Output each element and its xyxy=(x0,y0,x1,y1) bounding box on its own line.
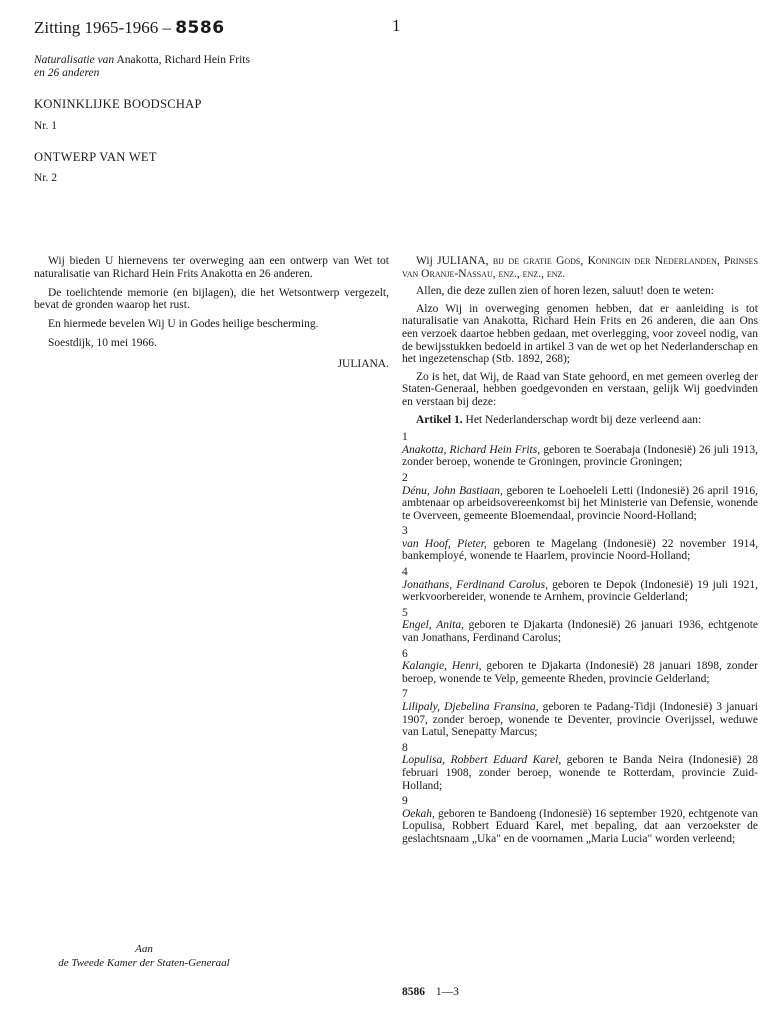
subject-italic: Naturalisatie van xyxy=(34,54,115,66)
list-item xyxy=(402,742,758,792)
addressee xyxy=(34,942,254,970)
message-date: Soestdijk, 10 mei 1966. xyxy=(48,336,157,349)
entry-text xyxy=(402,808,758,846)
entry-number: 6 xyxy=(402,647,408,660)
entry-number: 5 xyxy=(402,606,408,619)
entry-details: geboren te Djakarta (Indonesië) 28 januari 1898, zonder beroep, wonende te Velp, gemeente Rheden, provincie Gelderland; xyxy=(402,660,758,685)
entry-name: Lopulisa, Robbert Eduard Karel, xyxy=(402,754,562,767)
list-item xyxy=(402,431,758,469)
preamble-lead: Wij JULIANA, xyxy=(416,255,489,267)
entry-name: Anakotta, Richard Hein Frits, xyxy=(402,443,541,456)
footer xyxy=(402,986,459,998)
entry-number: 3 xyxy=(402,525,408,538)
list-item xyxy=(402,795,758,845)
section-title-boodschap: KONINKLIJKE BOODSCHAP xyxy=(34,97,202,111)
entry-text xyxy=(402,485,758,523)
list-item xyxy=(402,472,758,522)
entry-name: Dénu, John Bastiaan, xyxy=(402,484,503,497)
entry-name: Jonathans, Ferdinand Carolus, xyxy=(402,578,549,591)
entry-details: geboren te Magelang (Indonesië) 22 november 1914, bankemployé, wonende te Haarlem, provincie Noord-Holland; xyxy=(402,537,758,563)
section-title-wet: ONTWERP VAN WET xyxy=(34,150,157,164)
entry-text xyxy=(402,754,758,792)
entry-number: 9 xyxy=(402,795,408,808)
entry-details: geboren te Loehoeleli Letti (Indonesië) 26 april 1916, ambtenaar op arbeidsovereenkomst bij het Ministerie van Defensie, wonende te Overveen, gemeente Bloemendaal, provincie Noord-Holland; xyxy=(402,484,759,522)
entry-name: van Hoof, Pieter, xyxy=(402,537,487,550)
section-nr-boodschap: Nr. 1 xyxy=(34,120,57,132)
list-item xyxy=(402,688,758,738)
entry-number: 8 xyxy=(402,741,408,754)
subject-block xyxy=(34,54,364,80)
draft-law xyxy=(402,255,758,849)
page-number: 1 xyxy=(392,16,401,35)
entry-name: Lilipaly, Djebelina Fransina, xyxy=(402,701,539,713)
entry-text xyxy=(402,444,758,469)
entry-number: 1 xyxy=(402,431,408,444)
entry-text xyxy=(402,538,758,563)
royal-message xyxy=(34,255,389,371)
entry-details: geboren te Depok (Indonesië) 19 juli 1921, werkvoorbereider, wonende te Arnhem, provincie Gelderland; xyxy=(402,578,758,604)
article-1 xyxy=(402,414,758,427)
article-label: Artikel 1. xyxy=(416,413,463,426)
bill-preamble xyxy=(402,255,758,280)
subject-name: Anakotta, Richard Hein Frits xyxy=(116,54,250,66)
message-signer: JULIANA. xyxy=(337,357,389,370)
entry-text xyxy=(402,619,758,644)
entry-details: geboren te Bandoeng (Indonesië) 16 september 1920, echtgenote van Lopulisa, Robbert Eduard Karel, met bepaling, dat aan verzoekster de geslachtsnaam „Uka" en de voornamen „Maria Lucia" worden verleend; xyxy=(402,807,758,845)
footer-pages: 1—3 xyxy=(435,986,459,998)
preamble-rest: bij de gratie Gods, Koningin der Nederlanden, Prinses van Oranje-Nassau, enz., enz., enz. xyxy=(402,255,758,280)
message-paragraph-3: En hiermede bevelen Wij U in Godes heilige bescherming. xyxy=(48,318,319,331)
entry-text xyxy=(402,701,758,739)
list-item xyxy=(402,525,758,563)
entry-number: 4 xyxy=(402,566,408,579)
entry-details: geboren te Djakarta (Indonesië) 26 januari 1936, echtgenote van Jonathans, Ferdinand Carolus; xyxy=(402,619,758,645)
footer-number: 8586 xyxy=(402,986,425,998)
message-paragraph-2: De toelichtende memorie (en bijlagen), die het Wetsontwerp vergezelt, bevat de gronden waarop het rust. xyxy=(34,286,389,312)
bill-greeting: Allen, die deze zullen zien of horen lezen, saluut! doen te weten: xyxy=(416,285,714,298)
section-nr-wet: Nr. 2 xyxy=(34,172,57,184)
list-item xyxy=(402,566,758,604)
subject-others: en 26 anderen xyxy=(34,67,100,79)
bill-enactment: Zo is het, dat Wij, de Raad van State gehoord, en met gemeen overleg der Staten-Generaal, hebben goedgevonden en verstaan, gelijk Wij goedvinden en verstaan bij deze: xyxy=(402,370,758,408)
entry-name: Engel, Anita, xyxy=(402,619,464,632)
entry-number: 2 xyxy=(402,471,408,484)
entry-details: geboren te Soerabaja (Indonesië) 26 juli 1913, zonder beroep, wonende te Groningen, provincie Groningen; xyxy=(402,443,758,469)
entry-text xyxy=(402,660,758,685)
list-item xyxy=(402,607,758,645)
bill-consideration: Alzo Wij in overweging genomen hebben, dat er aanleiding is tot naturalisatie van Anakotta, Richard Hein Frits en 26 anderen, die aan Ons een verzoek daartoe hebben gedaan, met overlegging, voor zoveel nodig, van de bewijsstukken bedoeld in artikel 3 van de wet op het Nederlanderschap en het ingezetenschap (Stb. 1892, 268); xyxy=(402,302,758,366)
entry-text xyxy=(402,579,758,604)
entry-number: 7 xyxy=(402,688,408,701)
session-label: Zitting 1965-1966 – xyxy=(34,18,171,37)
entry-details: geboren te Banda Neira (Indonesië) 28 februari 1908, zonder beroep, wonende te Rotterdam, provincie Zuid-Holland; xyxy=(402,754,759,792)
document-number: 8586 xyxy=(175,18,225,38)
list-item xyxy=(402,648,758,686)
document-header xyxy=(34,18,225,38)
entry-name: Kalangie, Henri, xyxy=(402,660,482,673)
addressee-line-1: Aan xyxy=(135,943,153,955)
applicant-list xyxy=(402,431,758,845)
entry-details: geboren te Padang-Tidji (Indonesië) 3 januari 1907, zonder beroep, wonende te Deventer, provincie Overijssel, weduwe van Latul, Senepatty Marcus; xyxy=(402,701,758,739)
message-paragraph-1: Wij bieden U hiernevens ter overweging aan een ontwerp van Wet tot naturalisatie van Richard Hein Frits Anakotta en 26 anderen. xyxy=(34,255,389,280)
entry-name: Oekah, xyxy=(402,807,435,820)
article-text: Het Nederlanderschap wordt bij deze verleend aan: xyxy=(465,413,702,426)
addressee-line-2: de Tweede Kamer der Staten-Generaal xyxy=(58,957,230,969)
